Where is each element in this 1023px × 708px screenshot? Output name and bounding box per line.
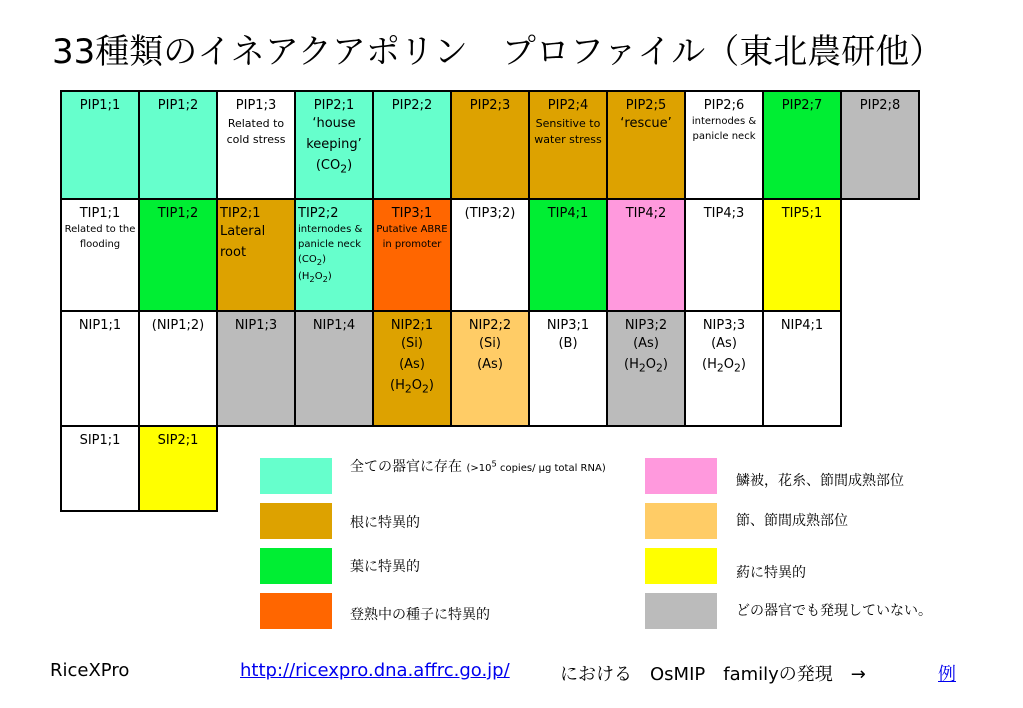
- legend-label-yellow: 葯に特異的: [736, 565, 806, 581]
- legend-swatch-gray: [645, 593, 717, 629]
- cell-nip2-2: NIP2;2 (Si) (As): [451, 311, 529, 426]
- legend-swatch-pink: [645, 458, 717, 494]
- legend-swatch-green: [260, 548, 332, 584]
- aquaporin-table: [60, 90, 920, 512]
- cell-tip1-2: TIP1;2: [139, 199, 217, 311]
- cell-note: Related to cold stress: [226, 117, 286, 146]
- legend-swatch-yellow: [645, 548, 717, 584]
- cell-pip2-4: PIP2;4 Sensitive to water stress: [529, 91, 607, 199]
- cell-pip1-3: PIP1;3 Related to cold stress: [217, 91, 295, 199]
- cell-note: Sensitive to water stress: [534, 117, 602, 146]
- legend-label-teal: 全ての器官に存在 ($>10^5$ copies/ μg total RNA): [350, 458, 606, 475]
- legend-swatch-orange: [260, 593, 332, 629]
- cell-note: internodes & panicle neck: [691, 116, 757, 143]
- cell-pip2-1: PIP2;1 ‘house keeping’ $(CO_2)$: [295, 91, 373, 199]
- cell-nip1-3: NIP1;3: [217, 311, 295, 426]
- legend-label-green: 葉に特異的: [350, 559, 420, 575]
- source-label: RiceXPro: [50, 660, 130, 681]
- tip-row: [61, 199, 919, 311]
- cell-nip1-4: NIP1;4: [295, 311, 373, 426]
- cell-tip3-1: TIP3;1 Putative ABRE in promoter: [373, 199, 451, 311]
- cell-pip1-1: PIP1;1: [61, 91, 139, 199]
- cell-nip1-2: (NIP1;2): [139, 311, 217, 426]
- cell-sip1-1: SIP1;1: [61, 426, 139, 511]
- empty-cell: [841, 311, 919, 426]
- example-link[interactable]: 例: [938, 664, 956, 685]
- legend-label-gold: 根に特異的: [350, 515, 420, 531]
- legend-swatch-teal: [260, 458, 332, 494]
- cell-pip2-2: PIP2;2: [373, 91, 451, 199]
- cell-note: internodes & panicle neck: [298, 224, 363, 251]
- cell-tip4-1: TIP4;1: [529, 199, 607, 311]
- cell-pip2-3: PIP2;3: [451, 91, 529, 199]
- legend-label-peach: 節、節間成熟部位: [736, 513, 848, 529]
- cell-nip3-2: NIP3;2 (As) $(H_2O_2)$: [607, 311, 685, 426]
- cell-tip5-1: TIP5;1: [763, 199, 841, 311]
- legend-swatch-peach: [645, 503, 717, 539]
- cell-nip3-3: NIP3;3 (As) $(H_2O_2)$: [685, 311, 763, 426]
- cell-nip2-1: NIP2;1 (Si) (As) $(H_2O_2)$: [373, 311, 451, 426]
- cell-tip3-2: (TIP3;2): [451, 199, 529, 311]
- cell-tip1-1: TIP1;1 Related to the flooding: [61, 199, 139, 311]
- page-title: 33種類のイネアクアポリン プロファイル（東北農研他）: [52, 32, 944, 72]
- cell-nip1-1: NIP1;1: [61, 311, 139, 426]
- footer-text: における OsMIP familyの発現 →: [560, 664, 866, 685]
- cell-tip2-2: TIP2;2 internodes & panicle neck $(CO_2)$ $(H_2O_2)$: [295, 199, 373, 311]
- cell-tip4-3: TIP4;3: [685, 199, 763, 311]
- nip-row: [61, 311, 919, 426]
- cell-nip3-1: NIP3;1 (B): [529, 311, 607, 426]
- legend-label-gray: どの器官でも発現していない。: [736, 603, 932, 619]
- cell-sip2-1: SIP2;1: [139, 426, 217, 511]
- legend-swatch-gold: [260, 503, 332, 539]
- cell-note: Related to the flooding: [64, 224, 136, 251]
- cell-pip1-2: PIP1;2: [139, 91, 217, 199]
- legend-label-pink: 鱗被，花糸、節間成熟部位: [736, 473, 904, 489]
- legend-label-orange: 登熟中の種子に特異的: [350, 607, 490, 623]
- cell-pip2-8: PIP2;8: [841, 91, 919, 199]
- empty-cell: [841, 199, 919, 311]
- cell-tip4-2: TIP4;2: [607, 199, 685, 311]
- cell-pip2-5: PIP2;5 ‘rescue’: [607, 91, 685, 199]
- cell-nip4-1: NIP4;1: [763, 311, 841, 426]
- ricexpro-link[interactable]: http://ricexpro.dna.affrc.go.jp/: [240, 660, 510, 681]
- cell-note: Putative ABRE in promoter: [376, 224, 448, 251]
- cell-tip2-1: TIP2;1 Lateral root: [217, 199, 295, 311]
- cell-pip2-7: PIP2;7: [763, 91, 841, 199]
- pip-row: [61, 91, 919, 199]
- cell-pip2-6: PIP2;6 internodes & panicle neck: [685, 91, 763, 199]
